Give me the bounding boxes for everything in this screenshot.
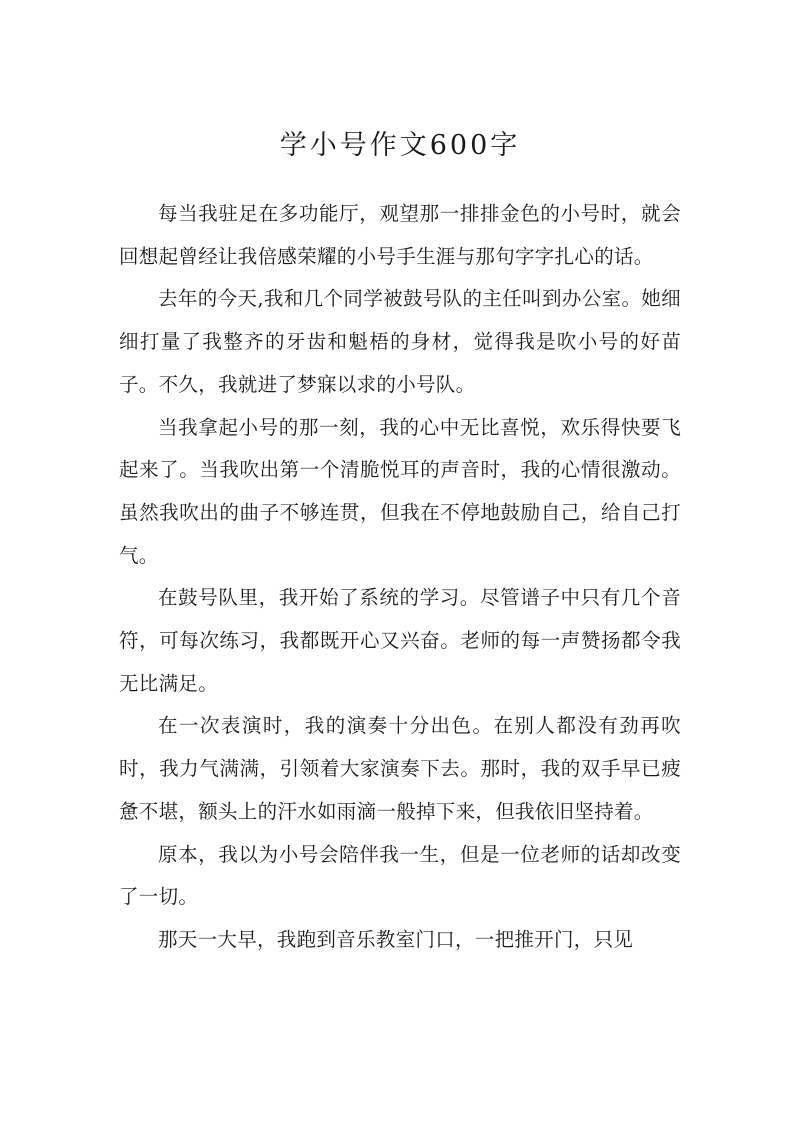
paragraph: 那天一大早，我跑到音乐教室门口，一把推开门，只见 — [158, 927, 634, 951]
document-body — [119, 193, 681, 962]
paragraph: 每当我驻足在多功能厅，观望那一排排金色的小号时，就会回想起曾经让我倍感荣耀的小号手生涯与那句字字扎心的话。 — [119, 202, 681, 268]
paragraph: 在鼓号队里，我开始了系统的学习。尽管谱子中只有几个音符，可每次练习，我都既开心又兴奋。老师的每一声赞扬都令我无比满足。 — [119, 586, 681, 695]
document-title: 学小号作文600字 — [279, 130, 521, 161]
paragraph: 在一次表演时，我的演奏十分出色。在别人都没有劲再吹时，我力气满满，引领着大家演奏下去。那时，我的双手早已疲惫不堪，额头上的汗水如雨滴一般掉下来，但我依旧坚持着。 — [119, 714, 681, 823]
paragraph: 去年的今天,我和几个同学被鼓号队的主任叫到办公室。她细细打量了我整齐的牙齿和魁梧的身材，觉得我是吹小号的好苗子。不久，我就进了梦寐以求的小号队。 — [119, 287, 681, 396]
paragraph: 当我拿起小号的那一刻，我的心中无比喜悦，欢乐得快要飞起来了。当我吹出第一个清脆悦耳的声音时，我的心情很激动。虽然我吹出的曲子不够连贯，但我在不停地鼓励自己，给自己打气。 — [119, 415, 681, 567]
paragraph: 原本，我以为小号会陪伴我一生，但是一位老师的话却改变了一切。 — [119, 842, 681, 909]
